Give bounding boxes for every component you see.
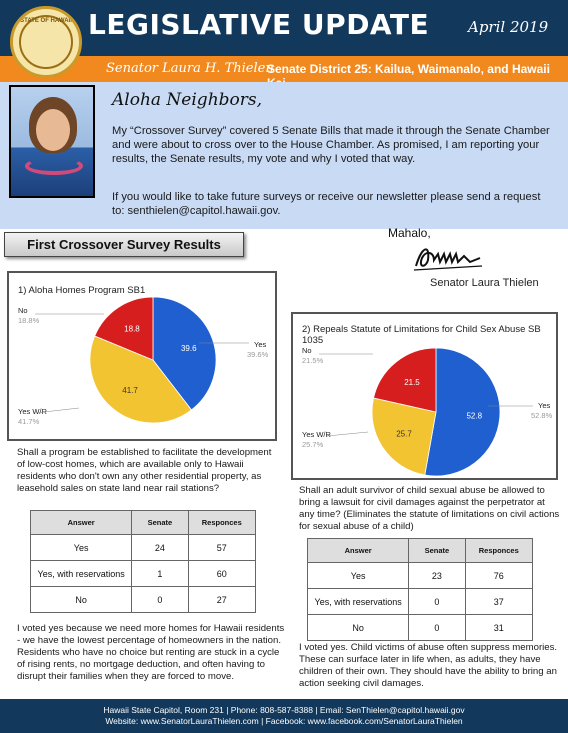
senate-cell: 0 bbox=[409, 615, 465, 641]
footer-web-line: Website: www.SenatorLauraThielen.com | Facebook: www.facebook.com/SenatorLauraThielen bbox=[105, 716, 463, 726]
senator-photo bbox=[9, 85, 95, 198]
table-row bbox=[31, 587, 256, 613]
signoff: Mahalo, bbox=[388, 226, 431, 240]
chart-title: 1) Aloha Homes Program SB1 bbox=[18, 285, 146, 296]
responses-cell: 57 bbox=[188, 535, 256, 561]
chart-aloha-homes bbox=[7, 271, 277, 441]
legend-value-yes: 39.6% bbox=[247, 350, 269, 359]
newsletter-request-paragraph: If you would like to take future surveys or receive our newsletter please send a request to: senthielen@capitol.hawaii.gov. bbox=[112, 191, 541, 217]
pie-slice-label: 39.6 bbox=[180, 343, 197, 353]
pie-chart-2 bbox=[293, 314, 556, 478]
pie-slice-label: 25.7 bbox=[396, 429, 412, 439]
responses-cell: 60 bbox=[188, 561, 256, 587]
senate-cell: 23 bbox=[409, 563, 465, 589]
legend-label-yes-wr: Yes W/R bbox=[302, 430, 331, 439]
legend-value-no: 18.8% bbox=[18, 316, 40, 325]
vote-explanation-1: I voted yes because we need more homes for Hawaii residents - we have the lowest percentage of homeowners in the nation. Residents who have no choice but renting are stuck in a cycle of rising rents, no mortgage deduction, and often having to disrupt their families when they are forced to move. bbox=[17, 623, 285, 682]
answer-cell: No bbox=[308, 615, 409, 641]
legend-value-yes: 52.8% bbox=[531, 411, 553, 420]
answer-cell: Yes bbox=[31, 535, 132, 561]
results-table-2 bbox=[307, 538, 533, 641]
section-title: First Crossover Survey Results bbox=[4, 232, 244, 257]
pie-slice-label: 18.8 bbox=[124, 324, 140, 334]
issue-date: April 2019 bbox=[468, 18, 549, 36]
survey-question-1: Shall a program be established to facilitate the development of low-cost homes, which are available only to Hawaii residents who don't own any other residential property, as leasehold sales on state land near rail stations? bbox=[17, 447, 272, 494]
col-senate: Senate bbox=[132, 511, 188, 535]
answer-cell: Yes, with reservations bbox=[31, 561, 132, 587]
legend-label-no: No bbox=[18, 306, 28, 315]
state-seal-logo bbox=[10, 6, 82, 78]
col-responses: Responces bbox=[188, 511, 256, 535]
newsletter-title: LEGISLATIVE UPDATE bbox=[88, 8, 430, 41]
greeting: Aloha Neighbors, bbox=[112, 90, 263, 110]
pie-slices bbox=[372, 348, 500, 476]
pie-chart-1 bbox=[9, 273, 275, 439]
legend-label-no: No bbox=[302, 346, 312, 355]
legend-value-no: 21.5% bbox=[302, 356, 324, 365]
responses-cell: 31 bbox=[465, 615, 533, 641]
col-answer: Answer bbox=[31, 511, 132, 535]
senate-cell: 0 bbox=[409, 589, 465, 615]
footer-contact-line: Hawaii State Capitol, Room 231 | Phone: 808-587-8388 | Email: SenThielen@capitol.hawaii.gov bbox=[103, 705, 465, 715]
chart-child-abuse-sol bbox=[291, 312, 558, 480]
table-header-row bbox=[308, 539, 533, 563]
district-label: Senate District 25: Kailua, Waimanalo, and Hawaii bbox=[267, 62, 550, 76]
senate-cell: 24 bbox=[132, 535, 188, 561]
senator-name: Senator Laura H. Thielen bbox=[106, 61, 274, 76]
senate-cell: 0 bbox=[132, 587, 188, 613]
table-row bbox=[308, 589, 533, 615]
vote-explanation-2: I voted yes. Child victims of abuse often suppress memories. These can surface later in life when, as adults, they have children of their own. They should have the ability to bring an action seeking civil damages. bbox=[299, 642, 558, 689]
table-row bbox=[308, 615, 533, 641]
legend-value-yes-wr: 41.7% bbox=[18, 417, 40, 426]
legend-label-yes: Yes bbox=[254, 340, 267, 349]
legend-label-yes: Yes bbox=[538, 401, 551, 410]
responses-cell: 27 bbox=[188, 587, 256, 613]
responses-cell: 76 bbox=[465, 563, 533, 589]
table-row bbox=[308, 563, 533, 589]
senate-cell: 1 bbox=[132, 561, 188, 587]
signature-image bbox=[412, 242, 484, 272]
col-answer: Answer bbox=[308, 539, 409, 563]
answer-cell: No bbox=[31, 587, 132, 613]
pie-slice-label: 52.8 bbox=[466, 411, 483, 421]
chart-title: 2) Repeals Statute of Limitations for Child Sex Abuse SB 1035 bbox=[302, 324, 541, 346]
col-responses: Responces bbox=[465, 539, 533, 563]
pie-slice-label: 41.7 bbox=[122, 386, 138, 396]
results-table-1 bbox=[30, 510, 256, 613]
answer-cell: Yes bbox=[308, 563, 409, 589]
answer-cell: Yes, with reservations bbox=[308, 589, 409, 615]
footer bbox=[0, 699, 568, 733]
col-senate: Senate bbox=[409, 539, 465, 563]
pie-slice-label: 21.5 bbox=[404, 378, 420, 388]
table-row bbox=[31, 561, 256, 587]
signature-name: Senator Laura Thielen bbox=[430, 277, 539, 289]
table-row bbox=[31, 535, 256, 561]
pie-slices bbox=[90, 297, 216, 423]
responses-cell: 37 bbox=[465, 589, 533, 615]
seal-text: STATE OF HAWAII bbox=[20, 18, 72, 24]
legend-label-yes-wr: Yes W/R bbox=[18, 407, 47, 416]
legend-value-yes-wr: 25.7% bbox=[302, 440, 324, 449]
table-header-row bbox=[31, 511, 256, 535]
intro-paragraph: My “Crossover Survey” covered 5 Senate Bills that made it through the Senate Chamber and were about to cross over to the House Chamber. As promised, I am reporting your results, the Senate results, my vote and why I voted that way. bbox=[112, 125, 550, 165]
survey-question-2: Shall an adult survivor of child sexual abuse be allowed to bring a lawsuit for civil damages against the perpetrator at any time? (Eliminates the statute of limitations on civil actions for sexual abuse of a child) bbox=[299, 485, 560, 532]
